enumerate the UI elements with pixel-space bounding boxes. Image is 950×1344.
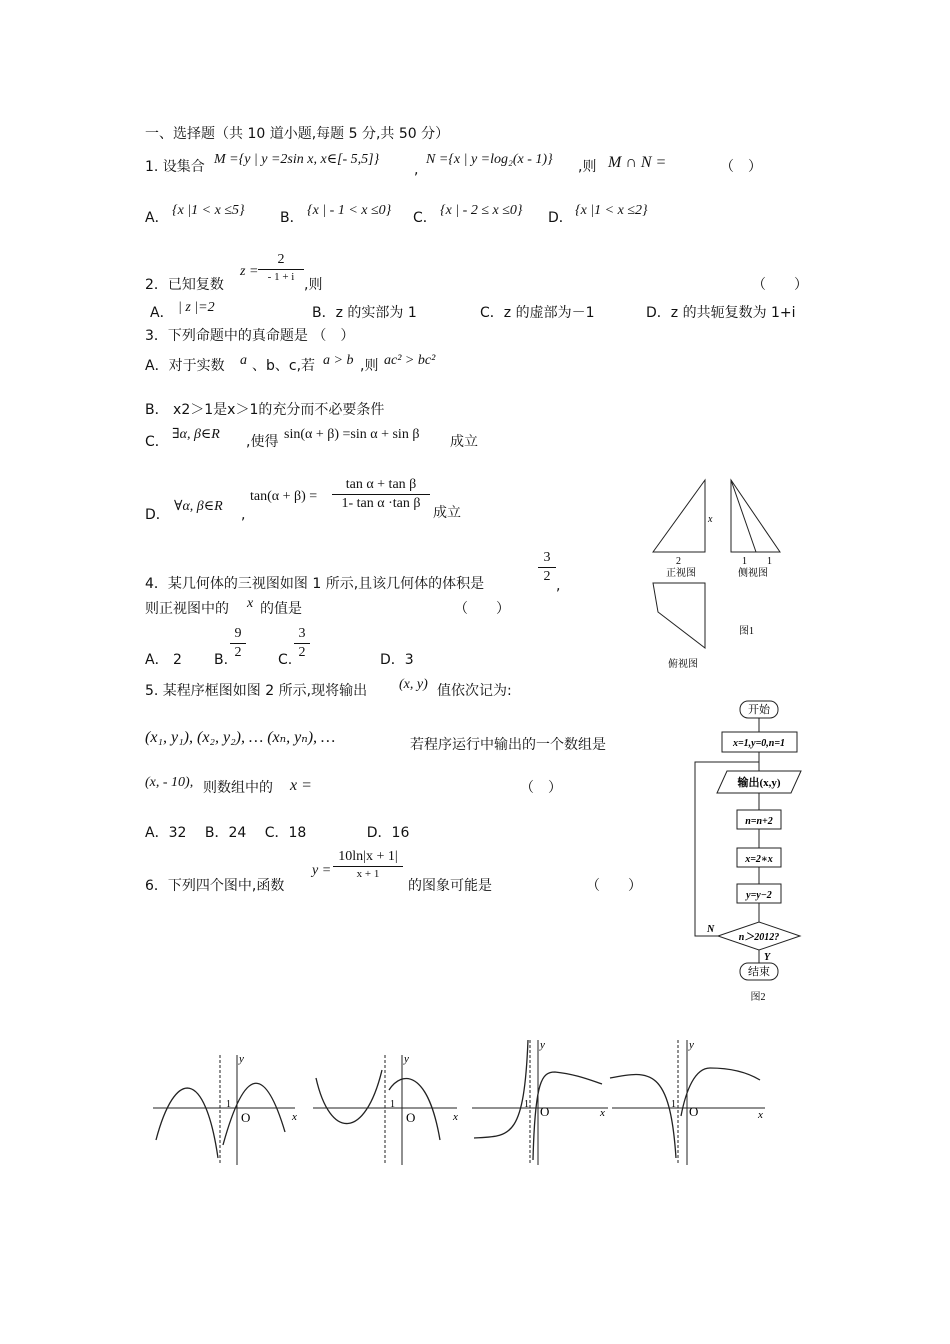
q6-fraction [333, 849, 403, 881]
q4-opt-b-label: B. [214, 652, 229, 668]
q1-opt-d-label: D． [548, 210, 573, 226]
q2-opt-a: | z |=2 [178, 300, 215, 315]
q2-opt-a-label: A． [150, 305, 174, 321]
top-view-shape [653, 583, 705, 648]
q4-opt-b-fraction [230, 626, 246, 661]
graph-c-y-label: y [540, 1040, 545, 1051]
q3-opt-c-end: 成立 [450, 434, 478, 450]
figure-1-label: 图1 [739, 626, 754, 637]
q3-stem: 3．下列命题中的真命题是 （ ） [145, 328, 355, 344]
front-view-x-label: x [708, 514, 713, 525]
flow-output: 输出(x,y) [737, 777, 781, 789]
q2-opt-c: C．z 的虚部为－1 [480, 305, 595, 321]
figure-2-flowchart [690, 698, 810, 1008]
graph-b-y-label: y [404, 1053, 409, 1065]
q5-line-3: 则数组中的 [203, 780, 273, 796]
front-view-base-label: 2 [676, 556, 681, 567]
q6-den: x + 1 [356, 868, 380, 881]
q2-then: ,则 [304, 277, 323, 293]
graph-d-x-label: x [758, 1109, 763, 1121]
q3-opt-d-num: tan α + tan β [345, 477, 417, 492]
graph-d-origin: O [689, 1104, 699, 1119]
q5-options: A．32 B．24 C．18 D．16 [145, 825, 410, 841]
flow-no-label: N [707, 924, 715, 935]
graph-c-curve-left [474, 1040, 528, 1138]
q5-x-eq: x = [290, 777, 312, 794]
q3-opt-d-end: 成立 [433, 505, 461, 521]
q6-paren: （ ） [586, 878, 642, 894]
flow-start: 开始 [748, 704, 770, 716]
q4-opt-a: A． 2 [145, 652, 182, 668]
q2-opt-d: D．z 的共轭复数为 1+i [646, 305, 796, 321]
side-view-caption: 侧视图 [738, 568, 768, 579]
graph-a-one: 1 [226, 1099, 231, 1110]
q4-line-2: 则正视图中的 [145, 601, 229, 617]
q1-opt-a-label: A． [145, 210, 169, 226]
graph-b [313, 1053, 458, 1165]
q1-set-m: M ={y | y =2sin x, x∈[- 5,5]} [214, 152, 380, 167]
side-view-base-2: 1 [767, 556, 772, 567]
graph-c-x-label: x [600, 1107, 605, 1119]
q5-line-1: 5. 某程序框图如图 2 所示,现将输出 [145, 683, 368, 699]
q3-opt-d-label: D． [145, 507, 170, 523]
q4-opt-c-num: 3 [298, 626, 306, 641]
front-view-caption: 正视图 [666, 568, 696, 579]
q6-stem-end: 的图象可能是 [408, 878, 492, 894]
q1-comma: , [414, 162, 419, 178]
top-view-caption: 俯视图 [668, 659, 698, 670]
q2-num: 2 [277, 252, 285, 267]
front-view-triangle [653, 480, 705, 552]
graph-b-one: 1 [390, 1099, 395, 1110]
q5-line-1-end: 值依次记为: [437, 683, 512, 699]
q2-opt-b: B．z 的实部为 1 [312, 305, 417, 321]
q3-opt-d-den: 1- tan α ·tan β [341, 496, 421, 512]
q5-paren: （ ） [520, 780, 562, 796]
q3-opt-c-mid: ,使得 [246, 434, 279, 450]
graph-a-y-label: y [239, 1053, 244, 1065]
figure-2-label: 图2 [750, 992, 766, 1003]
q1-opt-a: {x |1 < x ≤5} [172, 203, 245, 218]
q4-vol-num: 3 [543, 550, 551, 565]
graph-c-one: 1 [524, 1099, 529, 1110]
graph-b-curve-left [316, 1070, 382, 1124]
q1-opt-d: {x |1 < x ≤2} [575, 203, 648, 218]
q4-volume-fraction [538, 550, 556, 585]
graph-a-curve-left [156, 1088, 218, 1158]
q4-opt-c-fraction [294, 626, 310, 661]
q4-paren: （ ） [454, 601, 510, 617]
q1-opt-c: {x | - 2 ≤ x ≤0} [440, 203, 523, 218]
flow-step-y: y=y−2 [746, 890, 772, 901]
q2-paren: （ ） [752, 277, 808, 293]
q1-paren: （ ） [720, 159, 762, 175]
graph-c-origin: O [540, 1104, 550, 1119]
q3-opt-c-label: C． [145, 434, 169, 450]
flow-yes-label: Y [764, 952, 771, 963]
q3-opt-b: B． x2＞1是x＞1的充分而不必要条件 [145, 402, 385, 418]
graph-a-curve-right [223, 1083, 285, 1145]
q3-opt-c-quant: ∃α, β∈R [172, 427, 220, 442]
q5-pair: (x, - 10), [145, 775, 194, 790]
q3-opt-a-mid: 、b、c,若 [252, 358, 316, 374]
q6-y: y = [312, 863, 332, 878]
graph-a-origin: O [241, 1110, 251, 1125]
figure-1-three-views [640, 470, 790, 675]
q3-opt-a-then: ,则 [360, 358, 379, 374]
graph-d [610, 1040, 765, 1165]
q3-opt-d-fraction [332, 477, 430, 512]
q4-vol-den: 2 [543, 569, 551, 585]
side-view-inner-line [731, 480, 756, 552]
q3-opt-d-comma: , [241, 507, 246, 523]
flow-step-x: x=2∗x [745, 854, 773, 865]
q3-opt-a-pre: A．对于实数 [145, 358, 225, 374]
q5-line-2-end: 若程序运行中输出的一个数组是 [410, 737, 606, 753]
q2-den: - 1 + i [267, 271, 295, 284]
q3-opt-a-var: a [240, 353, 247, 368]
q4-line-2-end: 的值是 [260, 601, 302, 617]
graph-d-y-label: y [689, 1040, 694, 1051]
q6-stem: 6．下列四个图中,函数 [145, 878, 285, 894]
q1-stem: 1. 设集合 [145, 159, 205, 175]
q4-line-1: 4．某几何体的三视图如图 1 所示,且该几何体的体积是 [145, 576, 485, 592]
q4-opt-d: D．3 [380, 652, 414, 668]
q3-opt-d-lhs: tan(α + β) = [250, 489, 318, 504]
flow-cond: n＞2012? [738, 932, 780, 943]
graph-d-one: 1 [671, 1099, 676, 1110]
side-view-outer [731, 480, 780, 552]
q5-xy: (x, y) [399, 677, 428, 692]
graph-b-origin: O [406, 1110, 416, 1125]
q6-candidate-graphs [150, 1040, 770, 1170]
q2-fraction [258, 252, 304, 284]
graph-b-x-label: x [453, 1111, 458, 1123]
q4-opt-b-num: 9 [234, 626, 242, 641]
q4-x: x [247, 596, 254, 611]
flow-init: x=1,y=0,n=1 [732, 738, 786, 749]
q1-expr: M ∩ N = [608, 154, 667, 171]
q2-z: z = [240, 264, 259, 279]
q3-opt-a-res: ac² > bc² [384, 353, 436, 368]
q4-opt-b-den: 2 [234, 645, 242, 661]
q6-num: 10ln|x + 1| [338, 849, 398, 864]
q4-line-1-end: , [556, 578, 561, 594]
q4-opt-c-label: C. [278, 652, 293, 668]
q4-opt-c-den: 2 [298, 645, 306, 661]
q1-opt-c-label: C． [413, 210, 437, 226]
q2-stem: 2．已知复数 [145, 277, 224, 293]
q3-opt-d-quant: ∀α, β∈R [174, 499, 223, 514]
graph-d-curve-left [610, 1074, 676, 1158]
flow-end: 结束 [748, 966, 770, 978]
q1-set-n: N ={x | y =log₂(x - 1)} [426, 152, 553, 167]
side-view-base-1: 1 [742, 556, 747, 567]
q1-opt-b-label: B． [280, 210, 304, 226]
graph-a-x-label: x [292, 1111, 297, 1123]
q1-then: ,则 [578, 159, 597, 175]
section-title: 一、选择题（共 10 道小题,每题 5 分,共 50 分） [145, 126, 450, 142]
graph-a [153, 1053, 297, 1165]
q3-opt-a-cond: a > b [323, 353, 354, 368]
flow-step-n: n=n+2 [745, 816, 773, 827]
q3-opt-c-eq: sin(α + β) =sin α + sin β [284, 427, 420, 442]
q1-opt-b: {x | - 1 < x ≤0} [307, 203, 392, 218]
graph-c [472, 1040, 608, 1165]
q5-sequence: (x₁, y₁), (x₂, y₂), … (xₙ, yₙ), … [145, 729, 336, 746]
